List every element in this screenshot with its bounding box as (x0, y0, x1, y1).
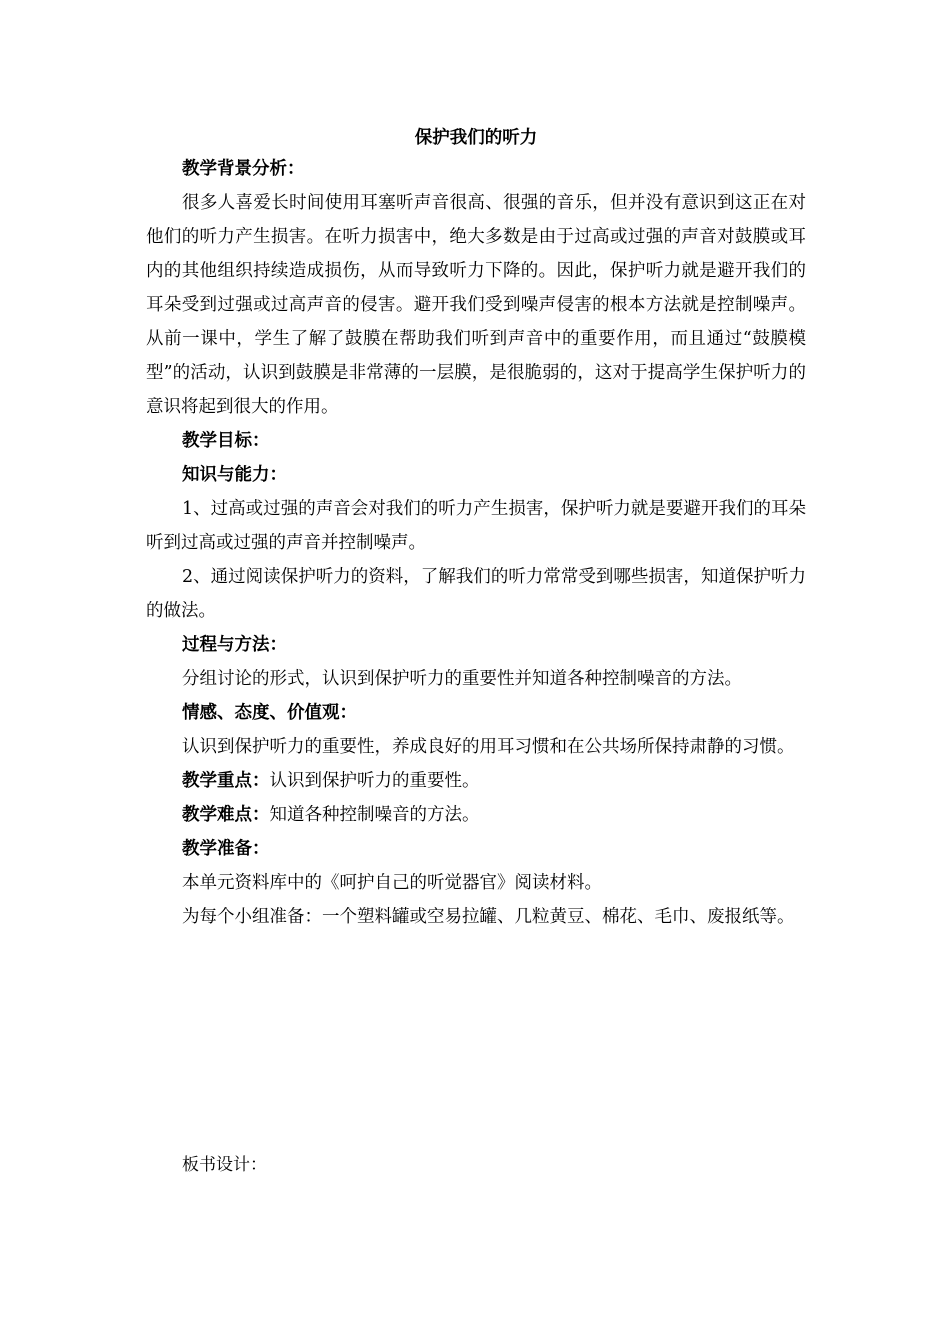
prep-item-1: 本单元资料库中的《呵护自己的听觉器官》阅读材料。 (182, 873, 602, 893)
knowledge-item-1: 1、过高或过强的声音会对我们的听力产生损害，保护听力就是要避开我们的耳朵听到过高或过强的声音并控制噪声。 (146, 499, 806, 553)
emotion-paragraph: 认识到保护听力的重要性，养成良好的用耳习惯和在公共场所保持肃静的习惯。 (182, 737, 795, 757)
difficulty-label: 教学难点： (182, 805, 270, 825)
document-body (146, 124, 806, 934)
key-point-label: 教学重点： (182, 771, 270, 791)
background-heading: 教学背景分析： (182, 159, 305, 179)
process-heading: 过程与方法： (182, 635, 287, 655)
document-title: 保护我们的听力 (414, 128, 538, 148)
process-paragraph: 分组讨论的形式，认识到保护听力的重要性并知道各种控制噪音的方法。 (182, 669, 742, 689)
key-point-line (146, 764, 806, 798)
difficulty-text: 知道各种控制噪音的方法。 (269, 805, 480, 825)
prep-heading: 教学准备： (182, 839, 270, 859)
emotion-heading: 情感、态度、价值观： (182, 703, 357, 723)
knowledge-heading: 知识与能力： (182, 465, 287, 485)
background-paragraph: 很多人喜爱长时间使用耳塞听声音很高、很强的音乐，但并没有意识到这正在对他们的听力产生损害。在听力损害中，绝大多数是由于过高或过强的声音对鼓膜或耳内的其他组织持续造成损伤，从而导致听力下降的。因此，保护听力就是避开我们的耳朵受到过强或过高声音的侵害。避开我们受到噪声侵害的根本方法就是控制噪声。从前一课中，学生了解了鼓膜在帮助我们听到声音中的重要作用，而且通过“鼓膜模型”的活动，认识到鼓膜是非常薄的一层膜，是很脆弱的，这对于提高学生保护听力的意识将起到很大的作用。 (146, 193, 806, 417)
board-design-label: 板书设计： (182, 1155, 267, 1175)
knowledge-item-2: 2、通过阅读保护听力的资料，了解我们的听力常常受到哪些损害，知道保护听力的做法。 (146, 567, 806, 621)
key-point-text: 认识到保护听力的重要性。 (269, 771, 480, 791)
prep-item-2: 为每个小组准备：一个塑料罐或空易拉罐、几粒黄豆、棉花、毛巾、废报纸等。 (182, 907, 795, 927)
difficulty-line (146, 798, 806, 832)
goals-heading: 教学目标： (182, 431, 270, 451)
